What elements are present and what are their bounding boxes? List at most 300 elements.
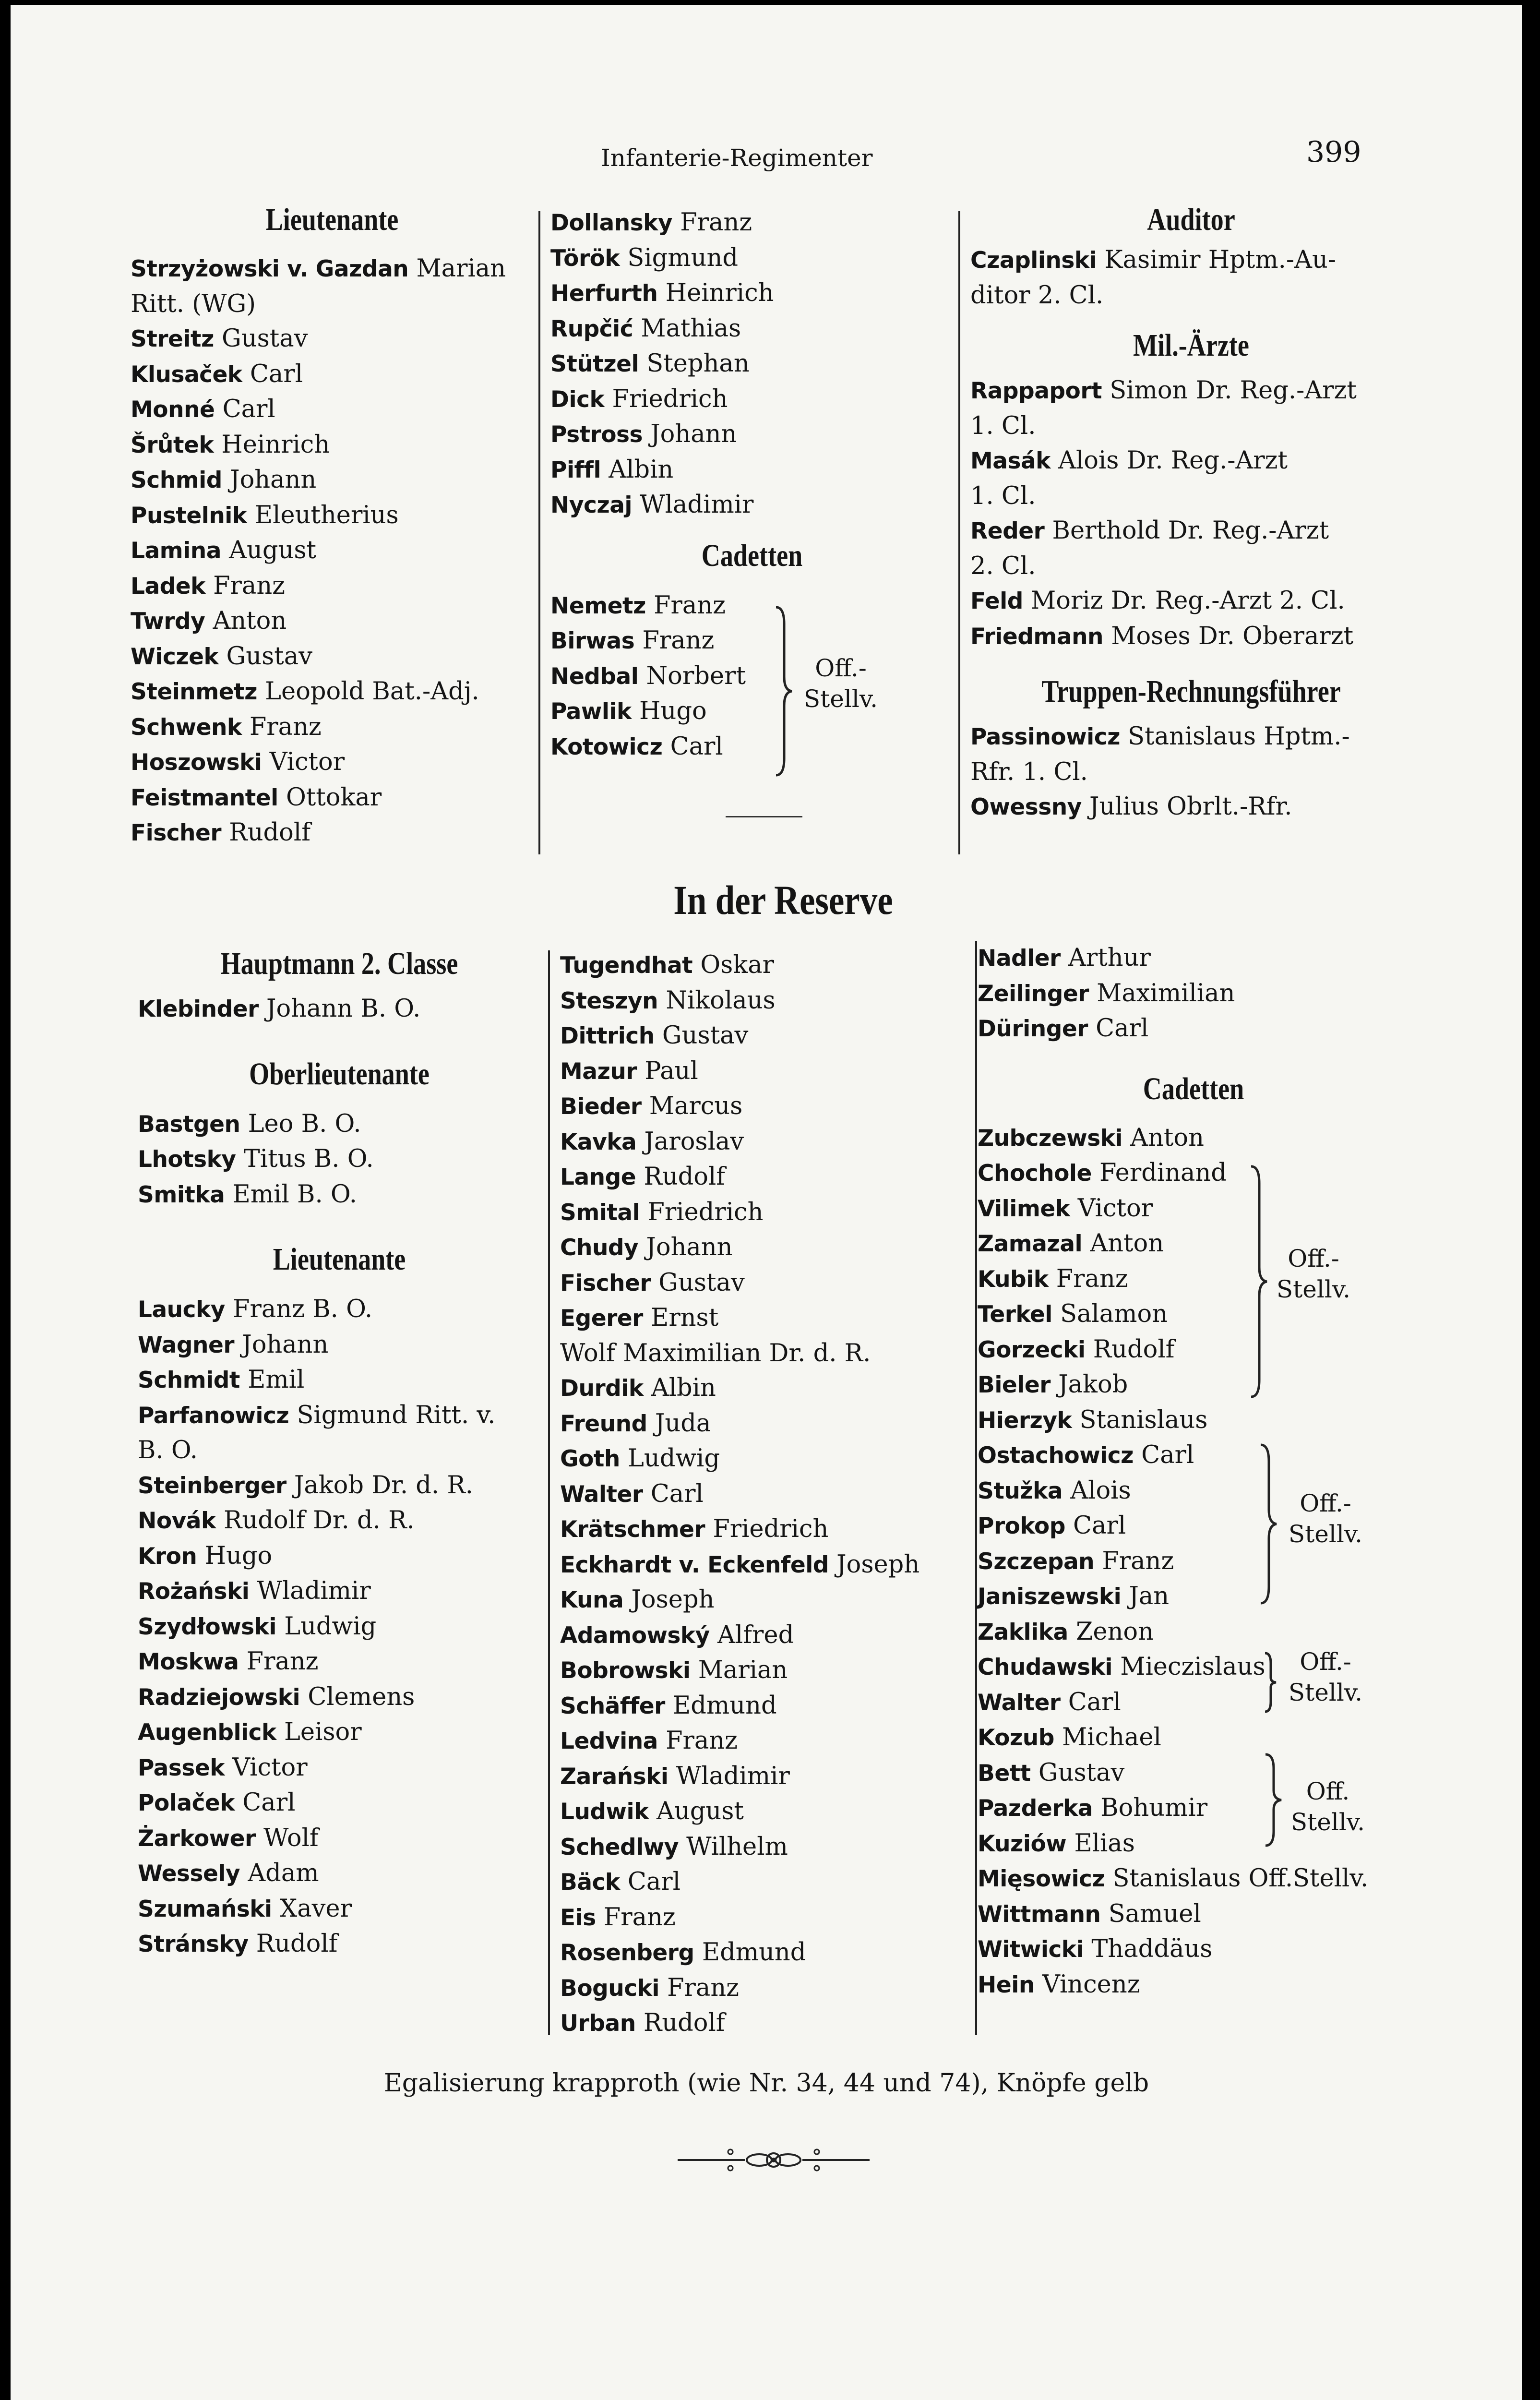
column-rule-top-right (958, 211, 960, 854)
entry-surname: Bogucki (560, 1975, 659, 2002)
entry-details: Leo B. O. (240, 1109, 361, 1138)
entry-details: Marcus (641, 1092, 743, 1120)
entry-details: Xaver (272, 1894, 352, 1923)
column-rule-top-left (538, 211, 540, 854)
entry-details: Rfr. 1. Cl. (970, 757, 1088, 786)
entry-details: Vincenz (1034, 1970, 1140, 1999)
entry-details: Victor (262, 748, 345, 776)
list-item (138, 1107, 541, 1142)
entry-details: Carl (1065, 1512, 1126, 1540)
entry-surname: Streitz (131, 326, 214, 352)
list-item (138, 1363, 541, 1398)
entry-details: Clemens (300, 1682, 415, 1711)
list-item (978, 1156, 1409, 1191)
entry-surname: Steszyn (560, 987, 658, 1014)
list-item (138, 1142, 541, 1177)
list-item (560, 1054, 973, 1090)
list-item (978, 976, 1409, 1012)
col2-cadetten-list (550, 588, 954, 765)
entry-details: Hugo (197, 1541, 273, 1570)
col3-top (970, 202, 1412, 825)
list-item (560, 1195, 973, 1231)
entry-surname: Zeilinger (978, 980, 1089, 1007)
list-item (978, 1368, 1409, 1403)
list-item (560, 1266, 973, 1301)
col1-top (131, 202, 534, 851)
entry-details: Johann (222, 466, 317, 494)
entry-details: Carl (643, 1479, 704, 1508)
section-title-cadetten: Cadetten (701, 538, 803, 573)
col2-bottom (560, 948, 973, 2041)
list-item (978, 1932, 1409, 1968)
entry-details: Wolf (255, 1824, 319, 1852)
entry-surname: Feld (970, 588, 1023, 614)
entry-surname: Pstross (550, 421, 643, 448)
entry-surname: Zaklika (978, 1619, 1068, 1645)
entry-details: Juda (647, 1409, 711, 1438)
list-item (970, 278, 1412, 313)
aerzte-list (970, 373, 1412, 654)
entry-details: Franz (657, 1727, 738, 1755)
entry-surname: Wittmann (978, 1901, 1101, 1928)
entry-surname: Hoszowski (131, 749, 262, 776)
entry-details: Moses Dr. Oberarzt (1103, 622, 1354, 650)
list-item (560, 1089, 973, 1125)
entry-surname: Pustelnik (131, 502, 247, 529)
list-item (978, 1403, 1409, 1439)
entry-surname: Bäck (560, 1869, 620, 1896)
entry-surname: Ostachowicz (978, 1442, 1134, 1469)
entry-surname: Krätschmer (560, 1516, 705, 1543)
entry-details: Titus B. O. (236, 1145, 374, 1173)
list-item (138, 1539, 541, 1574)
list-item (970, 514, 1412, 549)
entry-surname: Laucky (138, 1296, 225, 1323)
list-item (978, 1191, 1409, 1227)
list-item (560, 1477, 973, 1512)
entry-details: August (648, 1797, 744, 1825)
entry-surname: Schäffer (560, 1692, 665, 1719)
entry-surname: Eckhardt v. Eckenfeld (560, 1551, 829, 1578)
entry-surname: Bieler (978, 1372, 1051, 1398)
page-number: 399 (1306, 135, 1361, 169)
entry-details: Jakob Dr. d. R. (286, 1471, 473, 1500)
entry-surname: Durdik (560, 1375, 644, 1402)
entry-surname: Passinowicz (970, 724, 1120, 750)
entry-surname: Rożański (138, 1578, 250, 1605)
entry-surname: Bobrowski (560, 1657, 691, 1684)
entry-details: Franz (659, 1973, 740, 2002)
entry-details: Victor (1070, 1194, 1153, 1223)
entry-details: Carl (235, 1788, 296, 1817)
entry-surname: Schwenk (131, 714, 242, 741)
entry-details: Bohumir (1092, 1794, 1208, 1822)
entry-details: Stanislaus Off.Stellv. (1105, 1864, 1369, 1893)
list-item (131, 604, 534, 639)
entry-surname: Klusaček (131, 361, 242, 388)
brace-c-line2: Stellv. (1288, 1679, 1363, 1706)
list-item (560, 948, 973, 984)
entry-details: Ernst (643, 1304, 719, 1332)
entry-surname: Egerer (560, 1305, 643, 1332)
entry-surname: Stužka (978, 1477, 1063, 1504)
col1-bottom (138, 946, 541, 1962)
entry-details: Wolf Maximilian Dr. d. R. (560, 1339, 871, 1368)
list-item (970, 243, 1412, 278)
entry-surname: Adamowský (560, 1622, 710, 1649)
col1-top-list (131, 252, 534, 851)
entry-surname: Rappaport (970, 378, 1102, 404)
list-item (978, 1438, 1409, 1474)
list-item (560, 984, 973, 1019)
entry-surname: Nyczaj (550, 492, 633, 518)
brace-a-line1: Off.- (1288, 1245, 1339, 1272)
entry-details: Carl (1060, 1688, 1121, 1716)
list-item (131, 533, 534, 569)
brace-d (1263, 1752, 1282, 1850)
entry-details: Leisor (276, 1718, 362, 1746)
list-item (138, 1433, 541, 1468)
entry-surname: Wessely (138, 1860, 240, 1887)
entry-details: Gustav (1030, 1758, 1125, 1787)
rechnung-list (970, 720, 1412, 825)
entry-surname: Passek (138, 1754, 225, 1781)
entry-details: Johann (234, 1330, 329, 1359)
entry-surname: Owessny (970, 794, 1082, 820)
section-title-lieutenante-reserve: Lieutenante (273, 1242, 406, 1277)
list-item (550, 417, 954, 453)
entry-details: Franz (1094, 1547, 1174, 1575)
entry-details: Thaddäus (1084, 1935, 1213, 1963)
entry-details: Wilhelm (678, 1832, 788, 1861)
entry-surname: Tugendhat (560, 952, 693, 979)
list-item (560, 1900, 973, 1936)
entry-details: Wladimir (668, 1762, 790, 1790)
entry-surname: Friedmann (970, 623, 1104, 650)
entry-details: B. O. (138, 1436, 198, 1464)
entry-details: Gustav (214, 324, 308, 353)
entry-surname: Kuna (560, 1587, 624, 1613)
list-item (560, 1301, 973, 1336)
list-item (550, 205, 954, 241)
section-title-cadetten-reserve: Cadetten (1143, 1071, 1244, 1106)
entry-surname: Kron (138, 1543, 197, 1570)
list-item (550, 276, 954, 312)
entry-details: Rudolf (248, 1930, 338, 1958)
entry-surname: Ladek (131, 573, 205, 600)
brace-c-line1: Off.- (1300, 1648, 1351, 1676)
entry-surname: Steinberger (138, 1472, 287, 1499)
list-item (550, 312, 954, 347)
entry-details: Sigmund Ritt. v. (289, 1401, 496, 1429)
brace-c (1263, 1651, 1277, 1716)
list-item (978, 1720, 1409, 1756)
entry-surname: Wagner (138, 1332, 235, 1358)
list-item (131, 674, 534, 710)
list-item (560, 1125, 973, 1160)
list-item (560, 1336, 973, 1371)
entry-details: Anton (1082, 1229, 1164, 1258)
list-item (138, 1177, 541, 1213)
list-item (970, 549, 1412, 584)
entry-details: Alois (1062, 1476, 1131, 1505)
entry-surname: Nedbal (550, 663, 639, 690)
entry-details: Victor (224, 1753, 308, 1782)
entry-details: Julius Obrlt.-Rfr. (1081, 792, 1292, 821)
section-title-aerzte: Mil.-Ärzte (1133, 328, 1249, 363)
list-item (970, 373, 1412, 409)
list-item (131, 322, 534, 357)
entry-details: Stanislaus Hptm.- (1120, 722, 1350, 751)
entry-surname: Hierzyk (978, 1407, 1072, 1434)
list-item (560, 1230, 973, 1266)
entry-surname: Ludwik (560, 1799, 649, 1825)
entry-details: Stanislaus (1072, 1405, 1208, 1434)
list-item (131, 816, 534, 851)
entry-details: Franz (645, 591, 726, 620)
entry-surname: Dick (550, 386, 605, 413)
list-item (978, 1011, 1409, 1047)
entry-details: Ludwig (620, 1444, 720, 1473)
brace-d-label (1285, 1776, 1371, 1837)
entry-details: Zenon (1068, 1617, 1154, 1646)
list-item (138, 1715, 541, 1751)
list-item (138, 992, 541, 1027)
entry-surname: Parfanowicz (138, 1402, 289, 1429)
entry-surname: Eis (560, 1904, 596, 1931)
list-item (138, 1680, 541, 1716)
list-item (970, 409, 1412, 444)
entry-details: Elias (1066, 1829, 1135, 1858)
entry-surname: Bett (978, 1760, 1031, 1787)
entry-surname: Kotowicz (550, 733, 663, 760)
list-item (550, 488, 954, 523)
list-item (560, 1653, 973, 1689)
entry-surname: Herfurth (550, 280, 658, 307)
entry-surname: Czaplinski (970, 247, 1097, 274)
entry-details: Carl (1133, 1441, 1194, 1469)
entry-details: Heinrich (214, 430, 330, 459)
list-item (978, 1861, 1409, 1897)
entry-surname: Nemetz (550, 592, 646, 619)
entry-details: Mathias (633, 314, 741, 343)
entry-details: Eleutherius (247, 501, 399, 529)
entry-details: Moriz Dr. Reg.-Arzt 2. Cl. (1023, 587, 1345, 615)
entry-surname: Chudawski (978, 1654, 1113, 1680)
ornament-icon (678, 2143, 870, 2177)
list-item (550, 624, 954, 659)
entry-surname: Strzyżowski v. Gazdan (131, 256, 409, 282)
list-item (560, 1548, 973, 1583)
list-item (978, 1897, 1409, 1932)
column-rule-bottom-right (975, 941, 977, 2035)
list-item (138, 1503, 541, 1539)
entry-details: Franz (634, 626, 715, 655)
entry-surname: Feistmantel (131, 784, 278, 811)
list-item (131, 357, 534, 393)
list-item (550, 241, 954, 276)
list-item (560, 1971, 973, 2006)
list-item (970, 790, 1412, 825)
entry-details: Rudolf (221, 818, 311, 847)
list-item (978, 941, 1409, 976)
list-item (560, 1830, 973, 1865)
entry-surname: Düringer (978, 1016, 1088, 1042)
entry-surname: Steinmetz (131, 679, 257, 705)
list-item (550, 382, 954, 418)
entry-surname: Kavka (560, 1128, 637, 1155)
list-item (131, 710, 534, 745)
entry-details: Wladimir (249, 1577, 371, 1605)
entry-surname: Ledvina (560, 1728, 658, 1754)
list-item (131, 287, 534, 322)
entry-surname: Szumański (138, 1896, 272, 1922)
entry-surname: Pawlik (550, 698, 632, 725)
brace-b (1258, 1442, 1277, 1608)
list-item (970, 720, 1412, 755)
reserve-title: In der Reserve (673, 877, 893, 923)
entry-details: 1. Cl. (970, 411, 1036, 440)
list-item (131, 498, 534, 534)
list-item (138, 1927, 541, 1962)
list-item (978, 1615, 1409, 1650)
entry-surname: Mazur (560, 1058, 637, 1085)
entry-surname: Fischer (560, 1270, 651, 1296)
entry-surname: Fischer (131, 820, 222, 846)
entry-surname: Pazderka (978, 1795, 1093, 1822)
document-page (11, 5, 1522, 2400)
brace-label-col2 (798, 653, 884, 714)
entry-details: Mieczislaus (1112, 1653, 1265, 1681)
entry-details: Franz (239, 1647, 319, 1676)
entry-details: 2. Cl. (970, 552, 1036, 580)
entry-surname: Moskwa (138, 1649, 239, 1675)
list-item (550, 347, 954, 382)
list-item (560, 1371, 973, 1406)
list-item (978, 1968, 1409, 2003)
list-item (138, 1644, 541, 1680)
entry-details: Johann (642, 420, 737, 448)
entry-details: Maximilian (1088, 979, 1235, 1008)
entry-surname: Wiczek (131, 643, 219, 670)
list-item (131, 392, 534, 428)
brace-a (1249, 1164, 1268, 1401)
entry-surname: Zubczewski (978, 1125, 1123, 1152)
list-item (560, 1618, 973, 1654)
list-item (138, 1609, 541, 1645)
entry-details: Alois Dr. Reg.-Arzt (1050, 446, 1288, 475)
entry-surname: Stützel (550, 351, 639, 377)
entry-details: Franz B. O. (225, 1295, 373, 1323)
list-item (970, 584, 1412, 619)
footer-note: Egalisierung krapproth (wie Nr. 34, 44 und 74), Knöpfe gelb (383, 2069, 1149, 2098)
entry-surname: Masák (970, 448, 1051, 474)
entry-details: Carl (242, 360, 303, 388)
entry-details: Hugo (631, 697, 707, 725)
section-title-auditor: Auditor (1147, 202, 1235, 237)
entry-surname: Nadler (978, 945, 1061, 972)
entry-details: Jan (1121, 1582, 1170, 1610)
entry-details: Jaroslav (636, 1127, 744, 1156)
column-rule-bottom-left (548, 950, 550, 2035)
entry-details: Kasimir Hptm.-Au- (1097, 246, 1337, 274)
list-item (978, 1332, 1409, 1368)
entry-details: Joseph (828, 1550, 920, 1579)
list-item (560, 1406, 973, 1442)
entry-details: Gustav (218, 642, 312, 671)
entry-details: Ottokar (278, 783, 382, 812)
entry-details: Samuel (1100, 1899, 1201, 1928)
entry-details: Franz (241, 712, 322, 741)
entry-surname: Kuziów (978, 1830, 1067, 1857)
entry-details: Simon Dr. Reg.-Arzt (1102, 376, 1357, 405)
entry-details: August (221, 536, 316, 564)
entry-surname: Piffl (550, 456, 601, 483)
entry-surname: Walter (560, 1481, 643, 1508)
entry-details: Alfred (709, 1620, 794, 1649)
list-item (138, 1328, 541, 1363)
list-item (970, 619, 1412, 655)
entry-details: Michael (1054, 1723, 1161, 1752)
entry-surname: Rupčić (550, 315, 633, 342)
list-item (550, 588, 954, 624)
entry-surname: Rosenberg (560, 1940, 694, 1966)
entry-details: Heinrich (657, 279, 774, 307)
entry-details: Albin (643, 1374, 716, 1402)
entry-details: Johann B. O. (258, 995, 421, 1023)
list-item (560, 1794, 973, 1830)
entry-details: Oskar (692, 951, 775, 979)
entry-details: Gustav (654, 1021, 749, 1050)
entry-surname: Goth (560, 1446, 620, 1472)
entry-details: Marian (690, 1656, 788, 1684)
entry-details: Franz (205, 571, 286, 600)
entry-surname: Šrůtek (131, 432, 214, 458)
list-item (978, 1121, 1409, 1156)
entry-surname: Lamina (131, 538, 221, 564)
list-item (131, 745, 534, 780)
entry-surname: Urban (560, 2010, 636, 2037)
col3-bottom (978, 941, 1409, 2003)
entry-details: Carl (620, 1868, 681, 1896)
list-item (138, 1292, 541, 1328)
entry-details: Stephan (639, 349, 750, 378)
oberlieutenante-list (138, 1107, 541, 1213)
entry-details: Albin (601, 455, 674, 484)
list-item (970, 444, 1412, 479)
brace-col2 (774, 605, 793, 780)
entry-details: Ritt. (WG) (131, 289, 256, 318)
entry-surname: Radziejowski (138, 1684, 300, 1711)
entry-details: Edmund (665, 1691, 777, 1720)
entry-surname: Smital (560, 1199, 640, 1226)
entry-surname: Kozub (978, 1725, 1054, 1751)
col2-top-list (550, 205, 954, 523)
list-item (138, 1398, 541, 1434)
entry-details: Franz (1048, 1264, 1128, 1293)
entry-surname: Mięsowicz (978, 1866, 1105, 1892)
list-item (550, 659, 954, 695)
entry-surname: Smitka (138, 1181, 225, 1208)
entry-surname: Prokop (978, 1513, 1065, 1539)
list-item (560, 2006, 973, 2041)
entry-surname: Augenblick (138, 1719, 276, 1746)
entry-details: Norbert (638, 661, 746, 690)
entry-surname: Gorzecki (978, 1336, 1086, 1363)
reserve-list (560, 948, 973, 2041)
entry-surname: Klebinder (138, 996, 259, 1022)
section-title-hauptmann: Hauptmann 2. Classe (220, 946, 458, 981)
